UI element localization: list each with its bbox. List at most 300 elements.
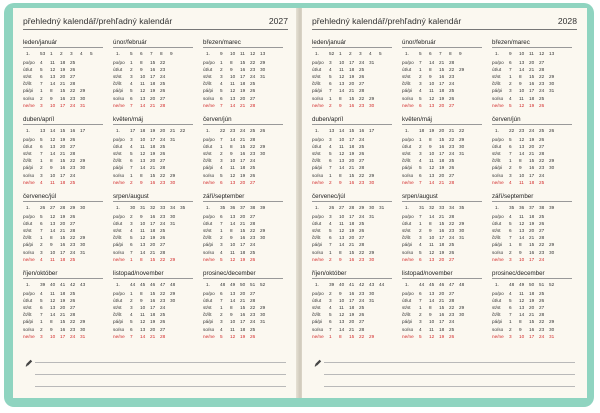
weekday-label: čt/št: [312, 235, 321, 241]
weekday-label: čt/št: [402, 158, 411, 164]
day-number: 17: [439, 319, 445, 325]
day-number: 23: [160, 298, 166, 304]
day-number: 24: [70, 249, 76, 255]
day-number: 18: [150, 81, 156, 87]
day-number: 16: [349, 179, 355, 185]
day-number: 3: [40, 172, 43, 178]
weekday-label: st/st: [113, 228, 122, 234]
weekday-label: st/st: [312, 305, 321, 311]
day-number: 1: [419, 67, 422, 73]
day-number: 25: [539, 179, 545, 185]
day-number: 31: [369, 60, 375, 65]
week-number: 1.: [206, 128, 210, 133]
day-number: 19: [240, 333, 246, 339]
day-number: 11: [230, 81, 235, 87]
weekday-label: ne/ne: [203, 333, 215, 339]
day-number: 4: [130, 228, 133, 234]
week-number: 48: [459, 282, 465, 287]
day-number: 24: [359, 298, 365, 304]
day-number: 6: [329, 158, 332, 164]
month-name: červenec/júl: [23, 193, 57, 200]
day-number: 9: [519, 326, 522, 332]
weekday-label: st/st: [402, 151, 411, 157]
day-number: 4: [509, 214, 512, 219]
day-number: 1: [329, 333, 332, 339]
day-number: 22: [160, 256, 166, 262]
weekday-label: so/so: [203, 95, 215, 101]
weekday-label: út/ut: [492, 67, 502, 73]
weekday-label: út/ut: [402, 144, 412, 150]
weekday-label: po/po: [113, 137, 125, 142]
day-number: 24: [250, 158, 256, 164]
week-number: 3: [359, 51, 362, 56]
day-number: 12: [339, 74, 345, 80]
day-number: 5: [419, 165, 422, 171]
week-number: 9: [509, 51, 512, 56]
month-block: [203, 193, 288, 268]
day-number: 6: [130, 326, 133, 332]
week-number: 6: [429, 51, 432, 56]
day-number: 19: [60, 67, 66, 73]
day-number: 4: [220, 165, 223, 171]
day-number: 26: [250, 172, 256, 178]
weekday-label: út/ut: [113, 144, 123, 150]
day-number: 10: [339, 214, 345, 219]
weekday-label: út/ut: [312, 221, 322, 227]
weekday-label: po/po: [23, 137, 35, 142]
day-number: 29: [170, 172, 176, 178]
day-number: 28: [359, 326, 365, 332]
day-number: 28: [449, 214, 455, 219]
weekday-label: so/so: [113, 249, 125, 255]
day-number: 4: [329, 221, 332, 227]
day-number: 6: [40, 221, 43, 227]
page-year: 2027: [268, 16, 288, 26]
day-number: 24: [70, 333, 76, 339]
day-number: 26: [70, 67, 76, 73]
weekday-label: so/so: [402, 326, 414, 332]
day-number: 27: [359, 235, 365, 241]
week-number: 1: [50, 51, 53, 56]
day-number: 29: [549, 242, 555, 248]
week-number: 35: [220, 205, 226, 210]
day-number: 12: [339, 151, 345, 157]
weekday-label: so/so: [113, 326, 125, 332]
day-number: 9: [339, 256, 342, 262]
weekday-label: st/st: [23, 228, 32, 234]
day-number: 29: [459, 67, 465, 73]
day-number: 4: [329, 67, 332, 73]
day-number: 17: [60, 333, 66, 339]
weekday-label: čt/št: [492, 235, 501, 241]
day-number: 19: [240, 256, 246, 262]
week-number: 2: [349, 51, 352, 56]
day-number: 15: [349, 172, 355, 178]
day-number: 29: [260, 228, 266, 234]
day-number: 26: [359, 312, 365, 318]
month-name: říjen/október: [312, 270, 347, 277]
day-number: 2: [130, 67, 133, 73]
weekday-label: ne/ne: [492, 333, 504, 339]
month-block: [203, 39, 288, 114]
weekday-label: po/po: [402, 60, 414, 65]
day-number: 19: [529, 298, 535, 304]
week-number: 9: [170, 51, 173, 56]
day-number: 4: [509, 95, 512, 101]
day-number: 28: [539, 67, 545, 73]
month-block: [492, 193, 577, 268]
day-number: 2: [220, 312, 223, 318]
week-number: 1.: [206, 282, 210, 287]
day-number: 2: [419, 144, 422, 150]
day-number: 22: [250, 228, 256, 234]
week-number: 18: [419, 128, 425, 133]
weekday-label: út/ut: [113, 67, 123, 73]
day-number: 18: [150, 228, 156, 234]
day-number: 19: [240, 172, 246, 178]
day-number: 15: [240, 305, 246, 311]
day-number: 27: [539, 60, 545, 65]
day-number: 18: [349, 144, 355, 150]
day-number: 21: [240, 137, 246, 142]
header-divider: [312, 29, 577, 30]
day-number: 3: [40, 102, 43, 108]
day-number: 4: [419, 88, 422, 94]
week-number: 8: [449, 51, 452, 56]
weekday-label: po/po: [23, 214, 35, 219]
day-number: 20: [529, 60, 535, 65]
week-number: 29: [70, 205, 76, 210]
day-number: 7: [329, 165, 332, 171]
weekday-label: út/ut: [312, 298, 322, 304]
day-number: 10: [429, 235, 435, 241]
weekday-label: st/st: [23, 74, 32, 80]
day-number: 26: [539, 137, 545, 142]
weekday-label: st/st: [492, 228, 501, 234]
day-number: 4: [40, 256, 43, 262]
day-number: 12: [519, 298, 525, 304]
weekday-label: po/po: [23, 291, 35, 296]
day-number: 23: [70, 326, 76, 332]
week-number: 49: [519, 282, 525, 287]
day-number: 30: [170, 179, 176, 185]
weekday-label: st/st: [113, 151, 122, 157]
day-number: 15: [439, 305, 445, 311]
weekday-label: ne/ne: [113, 333, 125, 339]
day-number: 27: [250, 179, 256, 185]
day-number: 25: [539, 291, 545, 296]
day-number: 2: [130, 298, 133, 304]
weekday-label: st/st: [23, 151, 32, 157]
week-number: 1.: [206, 205, 210, 210]
day-number: 18: [60, 60, 66, 65]
week-number: 25: [250, 128, 256, 133]
week-number: 35: [509, 205, 515, 210]
day-number: 10: [339, 137, 345, 142]
day-number: 12: [429, 165, 435, 171]
week-number: 13: [260, 51, 266, 56]
day-number: 14: [230, 298, 236, 304]
day-number: 13: [519, 144, 525, 150]
day-number: 12: [140, 235, 146, 241]
day-number: 30: [459, 312, 465, 318]
day-number: 13: [339, 319, 345, 325]
day-number: 8: [140, 172, 143, 178]
day-number: 2: [130, 179, 133, 185]
day-number: 23: [160, 67, 166, 73]
day-number: 10: [519, 256, 525, 262]
weekday-label: st/st: [203, 151, 212, 157]
day-number: 5: [130, 151, 133, 157]
day-number: 10: [429, 81, 435, 87]
day-number: 27: [70, 144, 76, 150]
weekday-label: út/ut: [402, 67, 412, 73]
day-number: 15: [529, 242, 535, 248]
week-number: 42: [359, 282, 365, 287]
day-number: 21: [529, 67, 535, 73]
day-number: 12: [429, 333, 435, 339]
week-number: 30: [80, 205, 86, 210]
day-number: 25: [250, 81, 256, 87]
day-number: 7: [509, 151, 512, 157]
day-number: 4: [419, 158, 422, 164]
day-number: 25: [359, 305, 365, 311]
page-header: [23, 16, 288, 30]
week-number: 1.: [315, 282, 319, 287]
day-number: 20: [60, 305, 66, 311]
day-number: 20: [439, 172, 445, 178]
day-number: 26: [250, 333, 256, 339]
day-number: 14: [140, 333, 146, 339]
day-number: 26: [70, 137, 76, 142]
day-number: 1: [130, 291, 133, 296]
day-number: 4: [419, 242, 422, 248]
weekday-label: ne/ne: [113, 102, 125, 108]
month-block: [113, 39, 198, 114]
day-number: 15: [439, 137, 445, 142]
day-number: 12: [140, 151, 146, 157]
day-number: 3: [130, 221, 133, 227]
month-block: [492, 116, 577, 191]
day-number: 2: [329, 179, 332, 185]
week-number: 17: [80, 128, 86, 133]
day-number: 19: [529, 102, 535, 108]
day-number: 24: [449, 81, 455, 87]
weekday-label: ne/ne: [312, 333, 324, 339]
day-number: 28: [250, 221, 256, 227]
day-number: 20: [150, 158, 156, 164]
day-number: 5: [40, 67, 43, 73]
day-number: 12: [429, 249, 435, 255]
day-number: 14: [140, 102, 146, 108]
month-divider: [113, 47, 193, 48]
week-number: 42: [70, 282, 76, 287]
day-number: 2: [220, 151, 223, 157]
day-number: 30: [260, 151, 266, 157]
day-number: 6: [329, 319, 332, 325]
day-number: 14: [339, 165, 345, 171]
day-number: 16: [60, 95, 66, 101]
weekday-label: čt/št: [113, 235, 122, 241]
weekday-label: út/ut: [203, 144, 213, 150]
day-number: 5: [509, 221, 512, 227]
week-number: 38: [539, 205, 545, 210]
day-number: 27: [70, 74, 76, 80]
month-name: duben/apríl: [312, 116, 343, 123]
day-number: 24: [160, 305, 166, 311]
day-number: 5: [329, 151, 332, 157]
day-number: 21: [60, 81, 66, 87]
day-number: 31: [369, 214, 375, 219]
day-number: 15: [150, 291, 156, 296]
month-block: [492, 39, 577, 114]
week-number: 13: [549, 51, 555, 56]
day-number: 7: [419, 60, 422, 65]
week-number: 44: [130, 282, 136, 287]
day-number: 9: [230, 67, 233, 73]
weekday-label: st/st: [203, 305, 212, 311]
day-number: 29: [459, 221, 465, 227]
week-number: 17: [369, 128, 375, 133]
day-number: 31: [459, 151, 465, 157]
day-number: 22: [449, 137, 455, 142]
week-number: 35: [459, 205, 465, 210]
week-number: 47: [160, 282, 166, 287]
day-number: 18: [60, 179, 66, 185]
day-number: 3: [419, 319, 422, 325]
day-number: 7: [220, 102, 223, 108]
day-number: 13: [50, 221, 56, 227]
day-number: 21: [60, 228, 66, 234]
week-number: 21: [170, 128, 176, 133]
day-number: 18: [439, 242, 445, 248]
day-number: 14: [429, 179, 435, 185]
weekday-label: po/po: [492, 214, 504, 219]
day-number: 15: [349, 95, 355, 101]
week-number: 3: [70, 51, 73, 56]
day-number: 10: [230, 319, 236, 325]
weekday-label: so/so: [23, 95, 35, 101]
day-number: 26: [70, 298, 76, 304]
day-number: 26: [160, 151, 166, 157]
day-number: 15: [60, 158, 66, 164]
month-block: [113, 270, 198, 345]
month-name: únor/február: [402, 39, 436, 46]
month-block: [312, 116, 397, 191]
weekday-label: st/st: [402, 74, 411, 80]
day-number: 12: [140, 88, 146, 94]
day-number: 23: [70, 242, 76, 248]
day-number: 30: [369, 102, 375, 108]
day-number: 17: [349, 137, 355, 142]
day-number: 15: [349, 249, 355, 255]
day-number: 10: [519, 333, 525, 339]
day-number: 15: [150, 60, 156, 65]
day-number: 8: [339, 249, 342, 255]
day-number: 30: [260, 312, 266, 318]
day-number: 17: [349, 214, 355, 219]
day-number: 27: [539, 228, 545, 234]
day-number: 26: [539, 102, 545, 108]
day-number: 30: [369, 291, 375, 296]
day-number: 13: [339, 81, 345, 87]
day-number: 28: [160, 165, 166, 171]
day-number: 15: [439, 67, 445, 73]
day-number: 18: [150, 312, 156, 318]
day-number: 23: [449, 144, 455, 150]
day-number: 30: [80, 326, 86, 332]
day-number: 29: [369, 172, 375, 178]
day-number: 1: [509, 158, 512, 164]
weekday-label: pá/pi: [312, 242, 323, 248]
day-number: 29: [549, 319, 555, 325]
week-number: 45: [429, 282, 435, 287]
day-number: 28: [250, 137, 256, 142]
day-number: 6: [40, 305, 43, 311]
day-number: 9: [519, 165, 522, 171]
day-number: 29: [80, 88, 86, 94]
day-number: 23: [359, 291, 365, 296]
day-number: 18: [529, 179, 535, 185]
day-number: 23: [70, 165, 76, 171]
day-number: 1: [40, 235, 43, 241]
day-number: 16: [439, 312, 445, 318]
weekday-label: pá/pi: [113, 242, 124, 248]
month-divider: [312, 278, 392, 279]
week-number: 1.: [405, 282, 409, 287]
weekday-label: so/so: [113, 95, 125, 101]
day-number: 21: [60, 151, 66, 157]
weekday-label: pá/pi: [203, 242, 214, 248]
week-number: 26: [329, 205, 335, 210]
week-number: 1.: [495, 282, 499, 287]
day-number: 4: [40, 291, 43, 296]
month-name: červen/jún: [492, 116, 521, 123]
day-number: 26: [250, 88, 256, 94]
day-number: 7: [509, 312, 512, 318]
day-number: 11: [429, 88, 434, 94]
week-number: 39: [549, 205, 555, 210]
month-divider: [113, 201, 193, 202]
day-number: 20: [240, 179, 246, 185]
day-number: 25: [449, 88, 455, 94]
week-number: 22: [180, 128, 186, 133]
week-number: 38: [250, 205, 256, 210]
day-number: 12: [50, 137, 56, 142]
day-number: 3: [509, 333, 512, 339]
day-number: 31: [80, 249, 86, 255]
day-number: 21: [349, 326, 355, 332]
notes-area: [302, 346, 587, 396]
weekday-label: út/ut: [402, 298, 412, 304]
week-number: 18: [140, 128, 146, 133]
day-number: 28: [70, 228, 76, 234]
day-number: 7: [419, 179, 422, 185]
day-number: 25: [359, 221, 365, 227]
page-year: 2028: [557, 16, 577, 26]
day-number: 11: [429, 158, 434, 164]
day-number: 14: [230, 102, 236, 108]
day-number: 12: [519, 102, 525, 108]
day-number: 12: [429, 95, 435, 101]
day-number: 20: [240, 291, 246, 296]
day-number: 17: [349, 60, 355, 65]
weekday-label: ne/ne: [203, 102, 215, 108]
day-number: 28: [539, 312, 545, 318]
day-number: 24: [359, 60, 365, 65]
day-number: 28: [160, 333, 166, 339]
day-number: 6: [220, 179, 223, 185]
